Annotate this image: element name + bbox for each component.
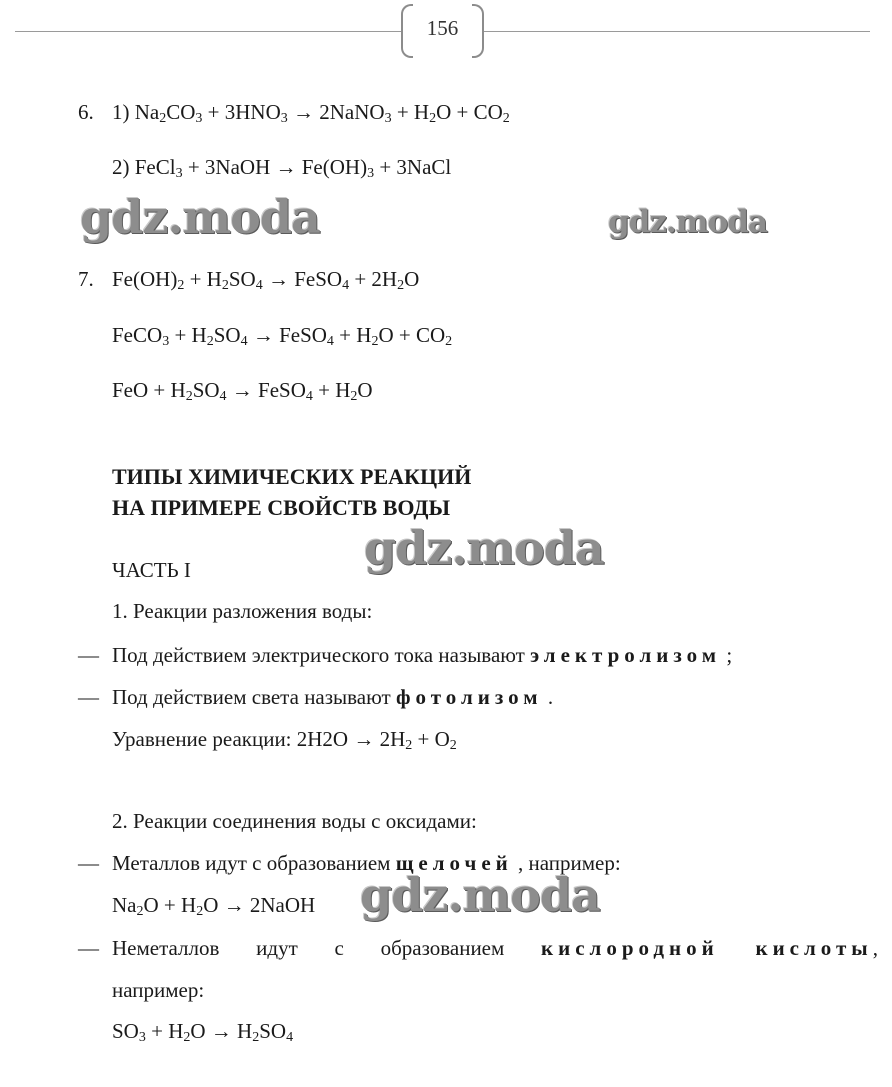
item-2-equation-1: $Na_2O + H_2O$ → 2NaOH — [112, 893, 316, 919]
task-7-equation-1: $Fe(OH)_2 + H_2SO_4$ → FeSO$_4$ + $2H_2O$ — [112, 267, 420, 293]
item-2-equation-2: $SO_3 + H_2O \to H_2SO_4$ — [112, 1019, 294, 1045]
task-6-equation-2: 2) FeCl$_3$ + 3NaOH → $Fe(OH)_3$ + 3NaCl — [112, 155, 452, 181]
watermark: gdz.moda — [80, 190, 320, 244]
section-title-line-2: НА ПРИМЕРЕ СВОЙСТВ ВОДЫ — [112, 495, 451, 520]
header-rule-right — [484, 31, 870, 32]
item-2-line-1: Металлов идут с образованием щелочей , например: — [112, 851, 621, 875]
answer-acid: кислоты — [755, 936, 873, 960]
task-6-equation-1: 1) $Na_2CO_3 + 3HNO_3$ → 2NaNO$_3$ + $H_2O + CO_2$ — [112, 100, 510, 126]
page-number: 156 — [426, 16, 459, 40]
item-1-title: 1. Реакции разложения воды: — [112, 599, 373, 623]
item-1-line-2: Под действием света называют фотолизом . — [112, 685, 554, 709]
item-1-equation: Уравнение реакции: $2H2O \to 2H_2 + O_2$ — [112, 727, 457, 753]
section-title-line-1: ТИПЫ ХИМИЧЕСКИХ РЕАКЦИЙ — [112, 464, 472, 489]
task-7-equation-2: FeCO$_3$ + $H_2SO_4$ → FeSO$_4$ + $H_2O + CO_2$ — [112, 323, 453, 349]
answer-alkalis: щелочей — [395, 851, 513, 875]
answer-oxygen: кислородной — [541, 936, 719, 960]
task-7-number: 7. — [78, 267, 94, 291]
task-6-number: 6. — [78, 100, 94, 124]
item-2-line-3: например: — [112, 978, 205, 1002]
part-label: ЧАСТЬ I — [112, 558, 191, 582]
watermark: gdz.moda — [364, 521, 604, 575]
watermark: gdz.moda — [608, 204, 767, 240]
task-7-equation-3: FeO + $H_2SO_4$ → FeSO$_4$ + $H_2O$ — [112, 378, 373, 404]
watermark: gdz.moda — [360, 868, 600, 922]
dash: — — [78, 685, 99, 709]
item-2-line-2: Неметаллов идут с образованием кислородной кислоты, — [112, 936, 878, 960]
answer-photolysis: фотолизом — [395, 685, 543, 709]
dash: — — [78, 936, 99, 960]
answer-electrolysis: электролизом — [530, 643, 722, 667]
dash: — — [78, 851, 99, 875]
dash: — — [78, 643, 99, 667]
header-rule-left — [15, 31, 401, 32]
item-1-line-1: Под действием электрического тока называют электролизом ; — [112, 643, 733, 667]
page-number-frame — [401, 4, 484, 58]
item-2-title: 2. Реакции соединения воды с оксидами: — [112, 809, 477, 833]
